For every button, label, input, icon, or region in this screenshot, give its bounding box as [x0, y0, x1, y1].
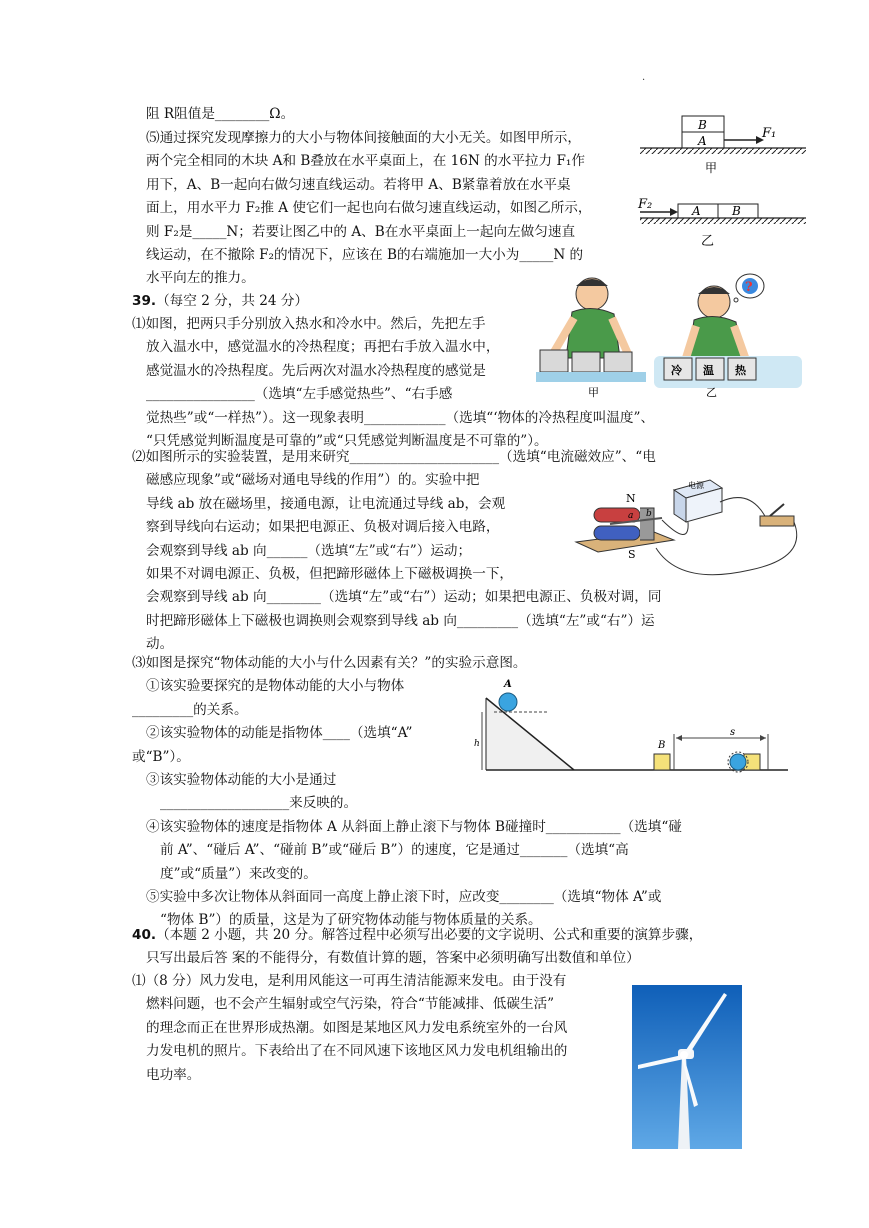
- text-line: 水平向左的推力。: [146, 270, 255, 287]
- n-pole-label: N: [626, 492, 636, 505]
- text-line: “只凭感觉判断温度是可靠的”或“只凭感觉判断温度是不可靠的”）。: [146, 433, 548, 450]
- switch: [760, 516, 794, 526]
- text-line: ⑴（8 分）风力发电，是利用风能这一可再生清洁能源来发电。由于没有: [132, 973, 567, 989]
- magnet-apparatus-figure: [570, 478, 808, 590]
- hands-water-figure: [536, 272, 802, 400]
- text-line: ⑴如图，把两只手分别放入热水和冷水中。然后，先把左手: [132, 316, 486, 332]
- distance-label: s: [730, 727, 736, 738]
- text-line: 度”或“质量”）来改变的。: [160, 865, 317, 882]
- text-line: 的理念而正在世界形成热潮。如图是某地区风力发电系统室外的一台风: [146, 1019, 568, 1036]
- text-line: 会观察到导线 ab 向______（选填“左”或“右”）运动；: [146, 542, 472, 559]
- friction-figure: [632, 108, 812, 256]
- text-line: ⑸通过探究发现摩擦力的大小与物体间接触面的大小无关。如图甲所示，: [146, 130, 581, 146]
- height-label: h: [474, 739, 480, 749]
- text-line: 则 F₂是_____N；若要让图乙中的 A、B在水平桌面上一起向左做匀速直: [146, 223, 576, 240]
- page-dot: .: [642, 72, 646, 83]
- question-number: 40.: [132, 927, 157, 943]
- label-b: B: [698, 118, 707, 132]
- text-line: 如果不对调电源正、负极，但把蹄形磁体上下磁极调换一下，: [146, 566, 514, 583]
- label-f2: F₂: [638, 197, 653, 212]
- label-jia: 甲: [588, 386, 599, 399]
- text-line: 放入温水中，感觉温水的冷热程度；再把右手放入温水中，: [146, 339, 500, 356]
- text-line: ①该实验要探究的是物体动能的大小与物体: [146, 678, 405, 695]
- text-line: 用下，A、B一起向右做匀速直线运动。若将甲 A、B紧靠着放在水平桌: [146, 176, 571, 193]
- power-label: 电源: [688, 481, 704, 490]
- text-line: 燃料问题，也不会产生辐射或空气污染，符合“节能减排、低碳生活”: [146, 996, 555, 1013]
- wire-b-label: b: [646, 509, 652, 519]
- text-line: ②该实验物体的动能是指物体____（选填“A”: [146, 725, 413, 742]
- text-line: 时把蹄形磁体上下磁极也调换则会观察到导线 ab 向_________（选填“左”或“右”）运: [146, 612, 655, 629]
- question-number: 39.: [132, 293, 157, 309]
- block-b-label: B: [658, 740, 666, 751]
- text-line: ___________________来反映的。: [160, 795, 358, 812]
- kinetic-energy-figure: [468, 676, 794, 776]
- cup-warm-label: 温: [703, 364, 714, 377]
- label-a: A: [698, 134, 707, 148]
- text-line: 觉热些”或“一样热”）。这一现象表明____________（选填“‘物体的冷热程度叫温度”、: [146, 409, 655, 426]
- text-line: ________________（选填“左手感觉热些”、“右手感: [146, 386, 453, 403]
- label-jia: 甲: [705, 161, 718, 175]
- text-line: ⑶如图是探究“物体动能的大小与什么因素有关？”的实验示意图。: [132, 655, 527, 671]
- text-line: 导线 ab 放在磁场里，接通电源，让电流通过导线 ab，会观: [146, 495, 506, 512]
- ball-a-label: A: [504, 679, 512, 690]
- text-line: _________的关系。: [132, 701, 248, 718]
- text-line: 面上，用水平力 F₂推 A 使它们一起也向右做匀速直线运动，如图乙所示，: [146, 200, 592, 217]
- text-line: 两个完全相同的木块 A和 B叠放在水平桌面上，在 16N 的水平拉力 F₁作: [146, 153, 585, 170]
- wind-turbine-photo: [632, 985, 742, 1149]
- text-line: “物体 B”）的质量，这是为了研究物体动能与物体质量的关系。: [160, 912, 542, 929]
- magnet-lower: [594, 526, 640, 540]
- person-shirt: [688, 316, 742, 362]
- text-line: 前 A”、“碰后 A”、“碰前 B”或“碰后 B”）的速度，它是通过_______（选填“高: [160, 842, 629, 859]
- label-f1: F₁: [762, 126, 777, 141]
- text-line: ③该实验物体动能的大小是通过: [146, 772, 337, 789]
- wire-a-label: a: [628, 511, 634, 521]
- label-yi: 乙: [706, 386, 717, 399]
- text-line: ⑤实验中多次让物体从斜面同一高度上静止滚下时，应改变________（选填“物体 A”或: [146, 889, 662, 906]
- text-line: 磁感应现象”或“磁场对通电导线的作用”）的。实验中把: [146, 472, 480, 489]
- ball-a: [499, 693, 517, 711]
- label-b2: B: [732, 204, 741, 218]
- q38-part5: [146, 127, 626, 291]
- cup-hot-label: 热: [735, 364, 746, 377]
- text-line: 察到导线向右运动；如果把电源正、负极对调后接入电路，: [146, 519, 500, 536]
- text-line: 会观察到导线 ab 向________（选填“左”或“右”）运动；如果把电源正、负极对调，同: [146, 589, 662, 606]
- text-line: ⑵如图所示的实验装置，是用来研究______________________（选填“电流磁效应”、“电: [132, 449, 656, 465]
- arrow-icon: [670, 208, 678, 216]
- person-shirt: [566, 308, 620, 358]
- q38-resistance-line: 阻 R阻值是________Ω。: [146, 106, 295, 122]
- text-line: 力发电机的照片。下表给出了在不同风速下该地区风力发电机组输出的: [146, 1043, 568, 1060]
- text-line: （本题 2 小题，共 20 分。解答过程中必须写出必要的文字说明、公式和重要的演算步骤，: [156, 927, 703, 943]
- text-line: ④该实验物体的速度是指物体 A 从斜面上静止滚下与物体 B碰撞时___________（选填“碰: [146, 818, 682, 835]
- q40-part1: [132, 970, 632, 1087]
- text-line: 电功率。: [146, 1066, 201, 1083]
- label-yi: 乙: [701, 234, 715, 249]
- cup-cold-label: 冷: [671, 364, 682, 377]
- question-mark: ?: [745, 280, 753, 295]
- text-line: 动。: [146, 636, 174, 653]
- question-score: （每空 2 分，共 24 分）: [156, 293, 309, 309]
- block-b: [654, 754, 670, 770]
- text-line: 线运动，在不撤除 F₂的情况下，应该在 B的右端施加一大小为_____N 的: [146, 247, 584, 264]
- s-pole-label: S: [628, 548, 636, 561]
- text-line: 或“B”）。: [132, 748, 190, 765]
- q39-header: [132, 290, 308, 313]
- q40-header: [132, 924, 772, 971]
- text-line: 感觉温水的冷热程度。先后两次对温水冷热程度的感觉是: [146, 362, 486, 379]
- text-line: 只写出最后答 案的不能得分，有数值计算的题，答案中必须明确写出数值和单位）: [146, 950, 640, 967]
- label-a2: A: [692, 204, 701, 218]
